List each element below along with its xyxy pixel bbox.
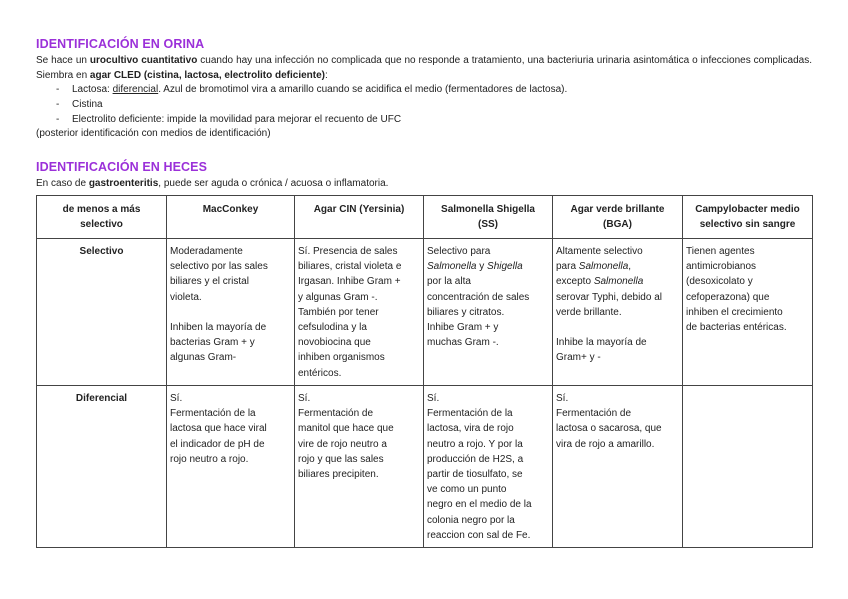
cell-line: entéricos. — [298, 367, 342, 379]
table-cell — [295, 386, 424, 548]
cell-line: Fermentación de la — [427, 408, 513, 420]
header-line: selectivo sin sangre — [699, 219, 796, 231]
bullet-text: Lactosa: — [72, 84, 113, 95]
section-title-orina: IDENTIFICACIÓN EN ORINA — [36, 37, 205, 51]
cell-line: Inhibe la mayoría de — [556, 337, 647, 349]
cell-line: Sí. — [298, 393, 311, 404]
cell-line: por la alta — [427, 276, 471, 288]
cell-line: Selectivo para — [427, 246, 491, 257]
cell-line: reaccion con sal de Fe. — [427, 529, 531, 541]
cell-line: Tienen agentes — [686, 246, 755, 257]
table-header-cell — [295, 196, 424, 239]
header-line: MacConkey — [202, 204, 259, 215]
row-label: Diferencial — [37, 386, 167, 548]
cell-line: lactosa o sacarosa, que — [556, 423, 662, 435]
cell-line: También por tener — [298, 306, 379, 318]
table-row — [37, 239, 813, 386]
cell-line: Sí. — [170, 393, 183, 404]
cell-line: Salmonella y Shigella — [427, 261, 523, 273]
cell-line: Irgasan. Inhibe Gram + — [298, 276, 401, 288]
cell-line: para Salmonella, — [556, 261, 632, 273]
cell-line: Gram+ y - — [556, 352, 601, 364]
cell-line: colonia negro por la — [427, 514, 515, 526]
cell-line: muchas Gram -. — [427, 337, 499, 349]
bullet-dash: - — [56, 99, 60, 110]
heces-intro-text-1: En caso de — [36, 178, 89, 189]
table-cell — [167, 386, 295, 548]
table-cell — [167, 239, 295, 386]
cell-line: producción de H2S, a — [427, 453, 524, 465]
orina-intro-bold-2: agar CLED (cistina, lactosa, electrolito deficiente) — [89, 69, 325, 81]
cell-line: biliares precipiten. — [298, 469, 379, 481]
cell-line: inhiben organismos — [298, 352, 385, 364]
cell-line: ve como un punto — [427, 484, 507, 496]
table-header-cell — [553, 196, 683, 239]
bullet-dash: - — [56, 84, 60, 95]
orina-bullet-cistina — [56, 98, 103, 113]
header-line: (SS) — [478, 219, 498, 231]
cell-line: biliares y citratos. — [427, 306, 505, 318]
orina-bullet-lactosa — [56, 83, 567, 98]
header-line: Salmonella Shigella — [441, 204, 535, 215]
cell-line: Moderadamente — [170, 246, 243, 257]
orina-intro-bold-1: urocultivo cuantitativo — [89, 55, 198, 66]
row-label: Selectivo — [37, 239, 167, 386]
table-header-cell — [167, 196, 295, 239]
bullet-dash: - — [56, 114, 60, 125]
cell-line: rojo neutro a rojo. — [170, 453, 249, 465]
header-line: Agar CIN (Yersinia) — [313, 204, 405, 215]
header-line: (BGA) — [603, 219, 632, 231]
cell-line: selectivo por las sales — [170, 261, 268, 273]
bullet-text-post: . Azul de bromotimol vira a amarillo cuando se acidifica el medio (fermentadores de lactosa). — [158, 84, 568, 95]
cell-line: verde brillante. — [556, 306, 622, 318]
cell-line: Fermentación de la — [170, 408, 256, 420]
section-title-heces: IDENTIFICACIÓN EN HECES — [36, 160, 208, 174]
cell-line: cefoperazona) que — [686, 291, 770, 303]
cell-line: partir de tiosulfato, se — [427, 469, 523, 481]
cell-line: biliares, cristal violeta e — [298, 261, 402, 273]
cell-line: Fermentación de — [556, 408, 632, 420]
cell-line — [556, 320, 679, 335]
cell-line: negro en el medio de la — [427, 499, 532, 511]
cell-line: bacterias Gram + y — [170, 337, 255, 349]
cell-line: serovar Typhi, debido al — [556, 291, 662, 303]
cell-line: el indicador de pH de — [170, 438, 265, 450]
orina-intro-text-1: Se hace un — [36, 55, 90, 66]
orina-intro-text-3: : — [325, 69, 328, 81]
cell-line: antimicrobianos — [686, 261, 757, 273]
cell-line: y algunas Gram -. — [298, 291, 378, 303]
table-cell — [553, 239, 683, 386]
cell-line: Sí. Presencia de sales — [298, 246, 398, 257]
cell-line — [170, 305, 291, 320]
header-line: Campylobacter medio — [695, 204, 800, 215]
cell-line: vire de rojo neutro a — [298, 438, 387, 450]
cell-line: Fermentación de — [298, 408, 374, 420]
table-header-row — [37, 196, 813, 239]
bullet-text: Electrolito deficiente: impide la movilidad para mejorar el recuento de UFC — [72, 114, 402, 125]
cell-line: excepto Salmonella — [556, 276, 644, 288]
cell-line: Inhiben la mayoría de — [170, 321, 267, 333]
heces-intro-text-2: , puede ser aguda o crónica / acuosa o inflamatoria. — [158, 178, 389, 189]
table-cell — [683, 239, 813, 386]
table-cell — [683, 386, 813, 548]
cell-line: Inhibe Gram + y — [427, 322, 499, 334]
orina-bullet-electrolito — [56, 113, 401, 128]
cell-line: Altamente selectivo — [556, 246, 643, 257]
cell-line: lactosa, vira de rojo — [427, 423, 514, 435]
cell-line: Sí. — [427, 393, 440, 404]
cell-line: biliares y el cristal — [170, 276, 249, 288]
table-cell — [424, 386, 553, 548]
bullet-underlined-text: diferencial — [112, 84, 159, 95]
orina-intro-paragraph — [36, 54, 812, 83]
cell-line: cefsulodina y la — [298, 322, 367, 334]
cell-line: manitol que hace que — [298, 423, 394, 435]
cell-line: neutro a rojo. Y por la — [427, 438, 523, 450]
cell-line: novobiocina que — [298, 337, 371, 349]
cell-line: inhiben el crecimiento — [686, 306, 783, 318]
cell-line: concentración de sales — [427, 291, 530, 303]
orina-intro-text-2: cuando hay una infección no complicada que no responde a tratamiento, una bacteriuria urinaria asintomática o infecciones complicadas. Siembra en — [36, 55, 813, 81]
table-header-cell — [424, 196, 553, 239]
table-cell — [553, 386, 683, 548]
cell-line: vira de rojo a amarillo. — [556, 438, 655, 450]
header-line: selectivo — [80, 219, 123, 231]
cell-line: Sí. — [556, 393, 569, 404]
header-line: de menos a más — [62, 204, 141, 215]
cell-line: violeta. — [170, 291, 202, 303]
heces-intro-paragraph — [36, 177, 812, 192]
bullet-text: Cistina — [72, 99, 103, 110]
cell-line: algunas Gram- — [170, 352, 237, 364]
cell-line: (desoxicolato y — [686, 276, 753, 288]
heces-intro-bold: gastroenteritis — [88, 178, 159, 189]
table-cell — [424, 239, 553, 386]
table-header-cell — [683, 196, 813, 239]
table-cell — [295, 239, 424, 386]
header-line: Agar verde brillante — [570, 204, 665, 215]
cell-line: rojo y que las sales — [298, 453, 384, 465]
cell-line: de bacterias entéricas. — [686, 322, 787, 334]
orina-note: (posterior identificación con medios de identificación) — [36, 128, 271, 139]
media-comparison-table — [36, 195, 813, 548]
cell-line: lactosa que hace viral — [170, 423, 267, 435]
table-header-cell — [37, 196, 167, 239]
table-row — [37, 386, 813, 548]
